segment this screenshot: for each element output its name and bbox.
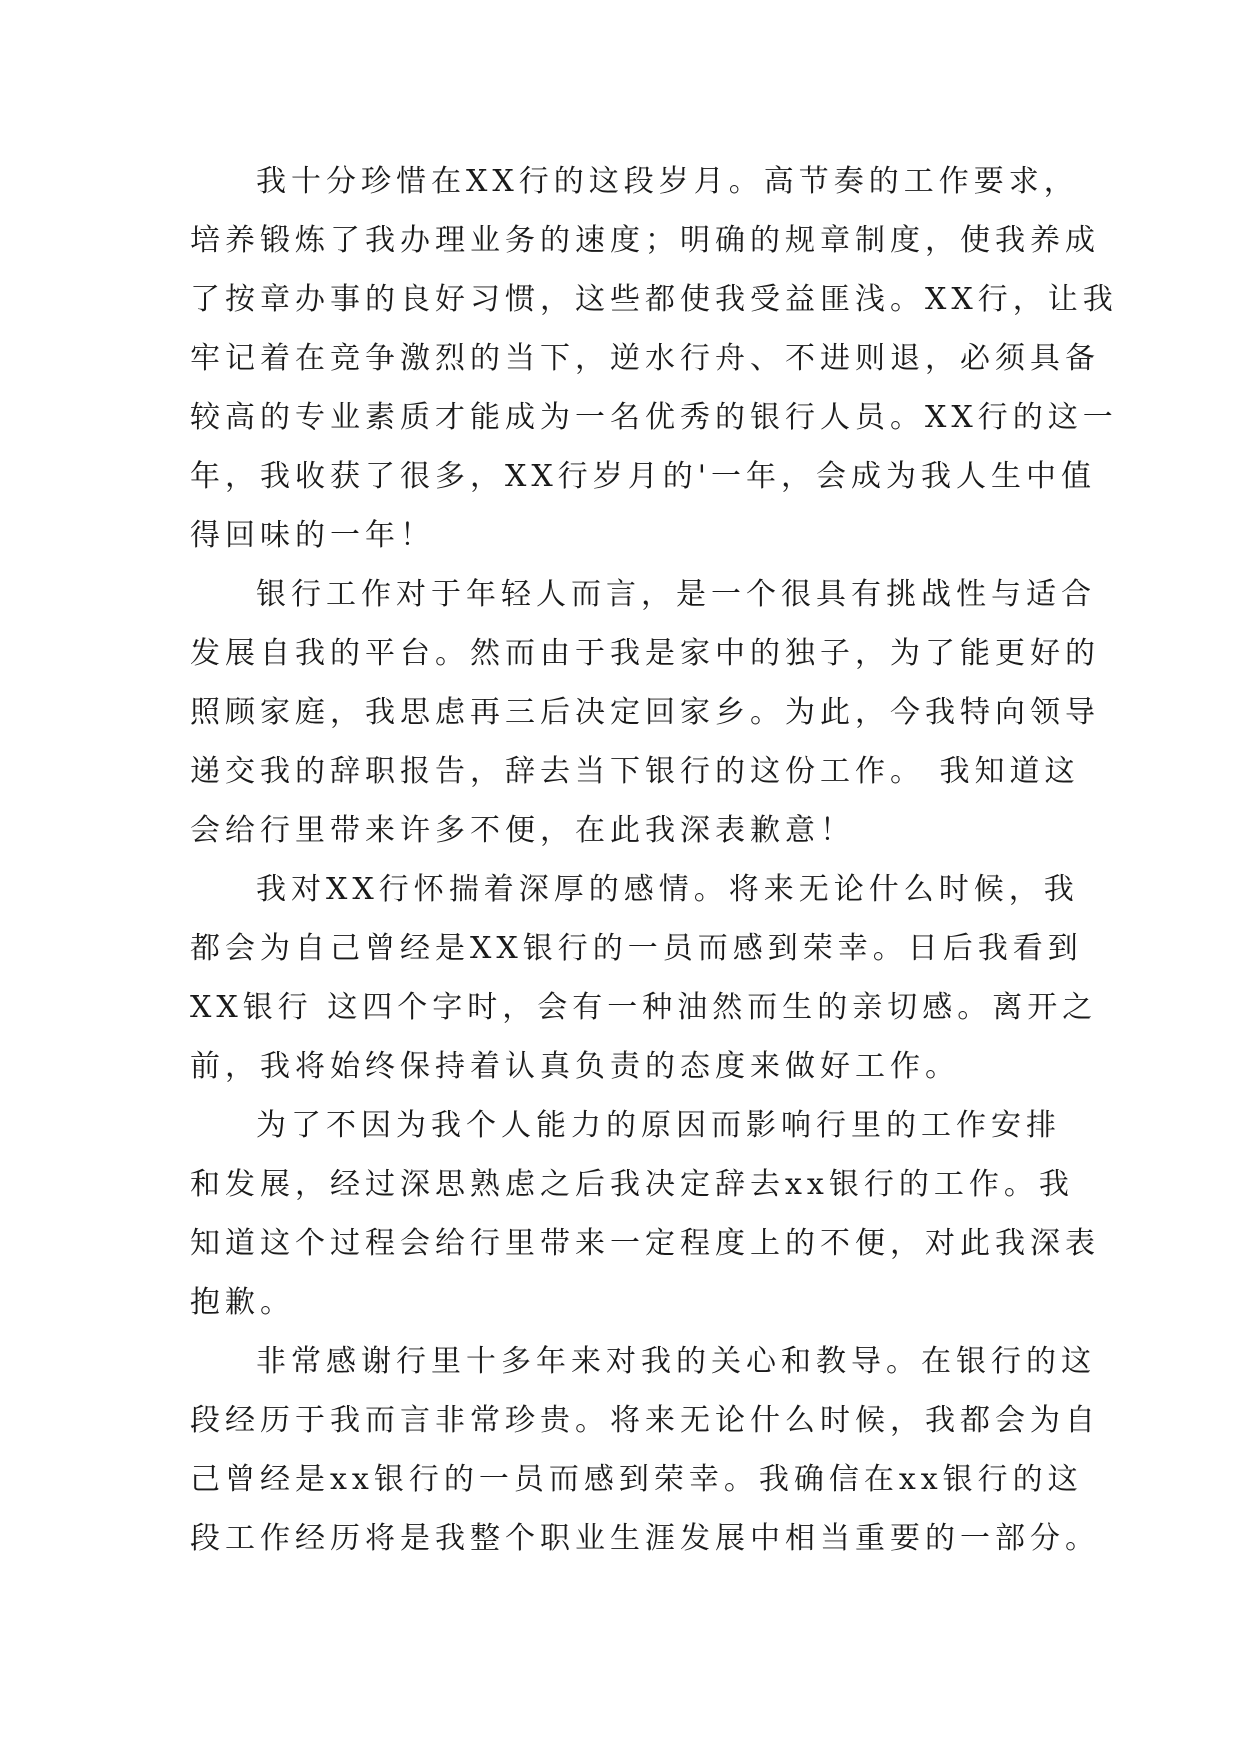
text-line: 己曾经是xx银行的一员而感到荣幸。我确信在xx银行的这	[190, 1462, 1083, 1497]
text-line: 为了不因为我个人能力的原因而影响行里的工作安排	[256, 1108, 1061, 1143]
paragraph-2	[190, 565, 1100, 860]
text-line: 银行工作对于年轻人而言，是一个很具有挑战性与适合	[256, 577, 1096, 612]
text-line: 发展自我的平台。然而由于我是家中的独子，为了能更好的	[190, 636, 1100, 671]
document-body	[190, 152, 1118, 1568]
paragraph-1	[190, 152, 1118, 565]
text-line: 了按章办事的良好习惯，这些都使我受益匪浅。XX行，让我	[190, 282, 1118, 317]
paragraph-4	[190, 1096, 1100, 1332]
text-line: XX银行 这四个字时，会有一种油然而生的亲切感。离开之	[190, 990, 1098, 1025]
text-line: 年，我收获了很多，XX行岁月的'一年，会成为我人生中值	[190, 459, 1096, 494]
text-line: 抱歉。	[190, 1285, 295, 1320]
text-line: 前，我将始终保持着认真负责的态度来做好工作。	[190, 1049, 960, 1084]
text-line: 我对XX行怀揣着深厚的感情。将来无论什么时候，我	[256, 872, 1079, 907]
text-line: 照顾家庭，我思虑再三后决定回家乡。为此，今我特向领导	[190, 695, 1100, 730]
text-line: 和发展，经过深思熟虑之后我决定辞去xx银行的工作。我	[190, 1167, 1074, 1202]
text-line: 培养锻炼了我办理业务的速度；明确的规章制度，使我养成	[190, 223, 1100, 258]
text-line: 知道这个过程会给行里带来一定程度上的不便，对此我深表	[190, 1226, 1100, 1261]
text-line: 段经历于我而言非常珍贵。将来无论什么时候，我都会为自	[190, 1403, 1100, 1438]
text-line: 会给行里带来许多不便，在此我深表歉意！	[190, 813, 855, 848]
paragraph-3	[190, 860, 1098, 1096]
text-line: 牢记着在竞争激烈的当下，逆水行舟、不进则退，必须具备	[190, 341, 1100, 376]
text-line: 得回味的一年！	[190, 518, 435, 553]
text-line: 段工作经历将是我整个职业生涯发展中相当重要的一部分。	[190, 1521, 1100, 1556]
text-line: 较高的专业素质才能成为一名优秀的银行人员。XX行的这一	[190, 400, 1118, 435]
text-line: 递交我的辞职报告，辞去当下银行的这份工作。 我知道这	[190, 754, 1080, 789]
text-line: 都会为自己曾经是XX银行的一员而感到荣幸。日后我看到	[190, 931, 1083, 966]
paragraph-5	[190, 1332, 1100, 1568]
text-line: 我十分珍惜在XX行的这段岁月。高节奏的工作要求，	[256, 164, 1079, 199]
text-line: 非常感谢行里十多年来对我的关心和教导。在银行的这	[256, 1344, 1096, 1379]
